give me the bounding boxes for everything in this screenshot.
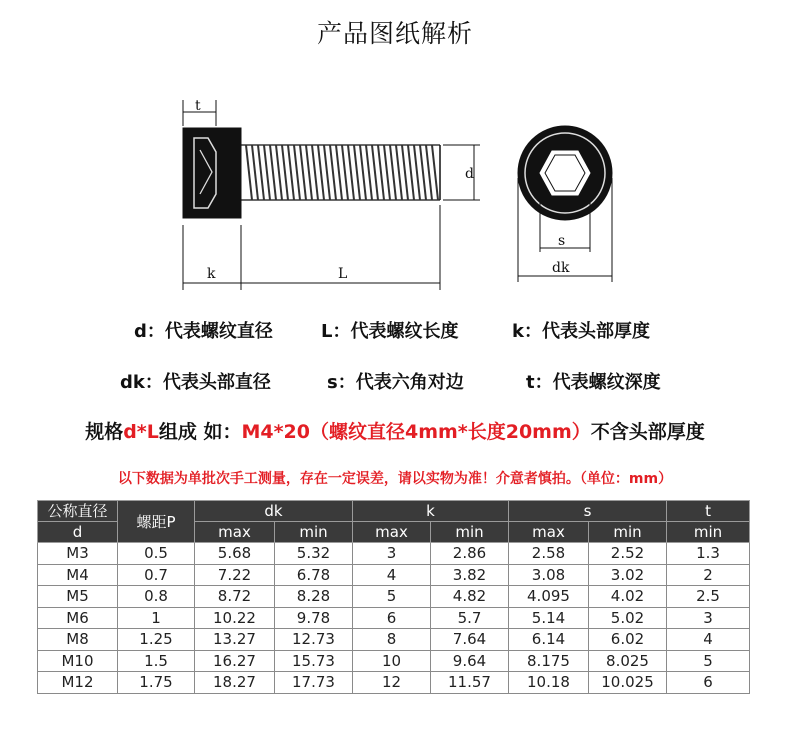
page-title: 产品图纸解析: [316, 19, 473, 48]
table-cell: 6: [667, 672, 750, 694]
table-cell: 16.27: [195, 650, 275, 672]
definition-key: t: [526, 372, 535, 393]
table-cell: 1.25: [118, 629, 195, 651]
subheader-dk-min: min: [275, 522, 353, 543]
label-k: k: [207, 266, 216, 282]
side-view: [183, 100, 480, 290]
definition-text: ：代表六角对边: [337, 372, 464, 393]
spec-formula: d*L: [123, 421, 159, 443]
table-cell: 0.5: [118, 543, 195, 565]
spec-example: M4*20（螺纹直径4mm*长度20mm）: [241, 421, 591, 443]
table-cell: 8.025: [589, 650, 667, 672]
table-cell: 10.22: [195, 607, 275, 629]
table-cell: 8.72: [195, 586, 275, 608]
table-cell: 2.86: [431, 543, 509, 565]
table-cell: 3.82: [431, 564, 509, 586]
table-cell: 5.7: [431, 607, 509, 629]
label-d: d: [465, 166, 474, 182]
table-cell: 5: [353, 586, 431, 608]
screw-technical-drawing: [0, 0, 790, 300]
table-cell: 17.73: [275, 672, 353, 694]
table-cell: 3: [353, 543, 431, 565]
table-cell: M5: [38, 586, 118, 608]
table-cell: 7.64: [431, 629, 509, 651]
table-cell: 4.82: [431, 586, 509, 608]
table-row: [38, 607, 750, 629]
table-cell: 12: [353, 672, 431, 694]
table-cell: 12.73: [275, 629, 353, 651]
table-cell: 0.8: [118, 586, 195, 608]
table-cell: 1.5: [118, 650, 195, 672]
table-cell: 1: [118, 607, 195, 629]
table-cell: 9.64: [431, 650, 509, 672]
table-row: [38, 543, 750, 565]
subheader-s-max: max: [509, 522, 589, 543]
table-cell: 10.025: [589, 672, 667, 694]
definition-key: s: [327, 372, 338, 393]
table-cell: 1.3: [667, 543, 750, 565]
spec-mid: 组成 如：: [158, 421, 242, 443]
table-cell: 10: [353, 650, 431, 672]
definition-s: [327, 368, 464, 394]
definition-text: ：代表头部直径: [144, 372, 271, 393]
table-cell: 4: [667, 629, 750, 651]
dimension-table: [37, 500, 750, 694]
table-row: [38, 564, 750, 586]
table-cell: 8.175: [509, 650, 589, 672]
table-cell: 2.58: [509, 543, 589, 565]
spec-suffix: 不含头部厚度: [590, 421, 705, 443]
table-cell: 18.27: [195, 672, 275, 694]
definition-t: [526, 368, 661, 394]
table-cell: M6: [38, 607, 118, 629]
table-cell: 13.27: [195, 629, 275, 651]
table-cell: 2: [667, 564, 750, 586]
table-cell: M12: [38, 672, 118, 694]
table-cell: M3: [38, 543, 118, 565]
table-row: [38, 672, 750, 694]
table-row: [38, 629, 750, 651]
table-cell: 10.18: [509, 672, 589, 694]
thread: [246, 145, 438, 200]
definition-text: ：代表螺纹长度: [332, 321, 459, 342]
definition-dk: [120, 368, 271, 394]
definition-k: [512, 317, 650, 343]
measurement-notice: 以下数据为单批次手工测量，存在一定误差，请以实物为准！介意者慎拍。（单位：mm）: [117, 471, 673, 487]
table-cell: 15.73: [275, 650, 353, 672]
table-cell: 6.78: [275, 564, 353, 586]
table-cell: 0.7: [118, 564, 195, 586]
header-pitch: 螺距P: [118, 501, 195, 543]
table-cell: 6: [353, 607, 431, 629]
table-cell: 9.78: [275, 607, 353, 629]
table-body: [38, 543, 750, 694]
subheader-t-min: min: [667, 522, 750, 543]
definition-text: ：代表头部厚度: [523, 321, 650, 342]
table-cell: 5.02: [589, 607, 667, 629]
table-cell: 3: [667, 607, 750, 629]
table-cell: 5.68: [195, 543, 275, 565]
table-cell: 8.28: [275, 586, 353, 608]
label-L: L: [338, 266, 348, 282]
definition-text: ：代表螺纹直径: [146, 321, 273, 342]
label-s: s: [558, 233, 566, 249]
table-cell: M10: [38, 650, 118, 672]
header-d: d: [38, 522, 118, 543]
definition-key: k: [512, 321, 524, 342]
table-cell: 6.02: [589, 629, 667, 651]
header-t: t: [667, 501, 750, 522]
table-cell: 5: [667, 650, 750, 672]
definition-d: [134, 317, 273, 343]
end-view: [518, 126, 612, 282]
label-dk: dk: [552, 260, 570, 276]
table-cell: 3.02: [589, 564, 667, 586]
table-header-row: [38, 501, 750, 522]
table-cell: 5.14: [509, 607, 589, 629]
subheader-k-min: min: [431, 522, 509, 543]
table-cell: 5.32: [275, 543, 353, 565]
header-nominal-diameter: 公称直径: [38, 501, 118, 522]
table-cell: 2.52: [589, 543, 667, 565]
table-row: [38, 586, 750, 608]
definition-text: ：代表螺纹深度: [534, 372, 661, 393]
table-cell: 11.57: [431, 672, 509, 694]
table-cell: 8: [353, 629, 431, 651]
table-cell: M8: [38, 629, 118, 651]
header-k: k: [353, 501, 509, 522]
subheader-s-min: min: [589, 522, 667, 543]
label-t: t: [195, 98, 201, 114]
table-cell: 7.22: [195, 564, 275, 586]
header-dk: dk: [195, 501, 353, 522]
table-cell: M4: [38, 564, 118, 586]
subheader-k-max: max: [353, 522, 431, 543]
subheader-dk-max: max: [195, 522, 275, 543]
table-cell: 4: [353, 564, 431, 586]
table-cell: 1.75: [118, 672, 195, 694]
header-s: s: [509, 501, 667, 522]
definition-key: L: [321, 321, 333, 342]
table-cell: 4.095: [509, 586, 589, 608]
spec-description: [0, 417, 790, 444]
table-cell: 3.08: [509, 564, 589, 586]
table-row: [38, 650, 750, 672]
definition-key: dk: [120, 372, 145, 393]
definition-key: d: [134, 321, 147, 342]
table-cell: 4.02: [589, 586, 667, 608]
table-cell: 2.5: [667, 586, 750, 608]
spec-prefix: 规格: [85, 421, 124, 443]
table-cell: 6.14: [509, 629, 589, 651]
definition-L: [321, 317, 458, 343]
